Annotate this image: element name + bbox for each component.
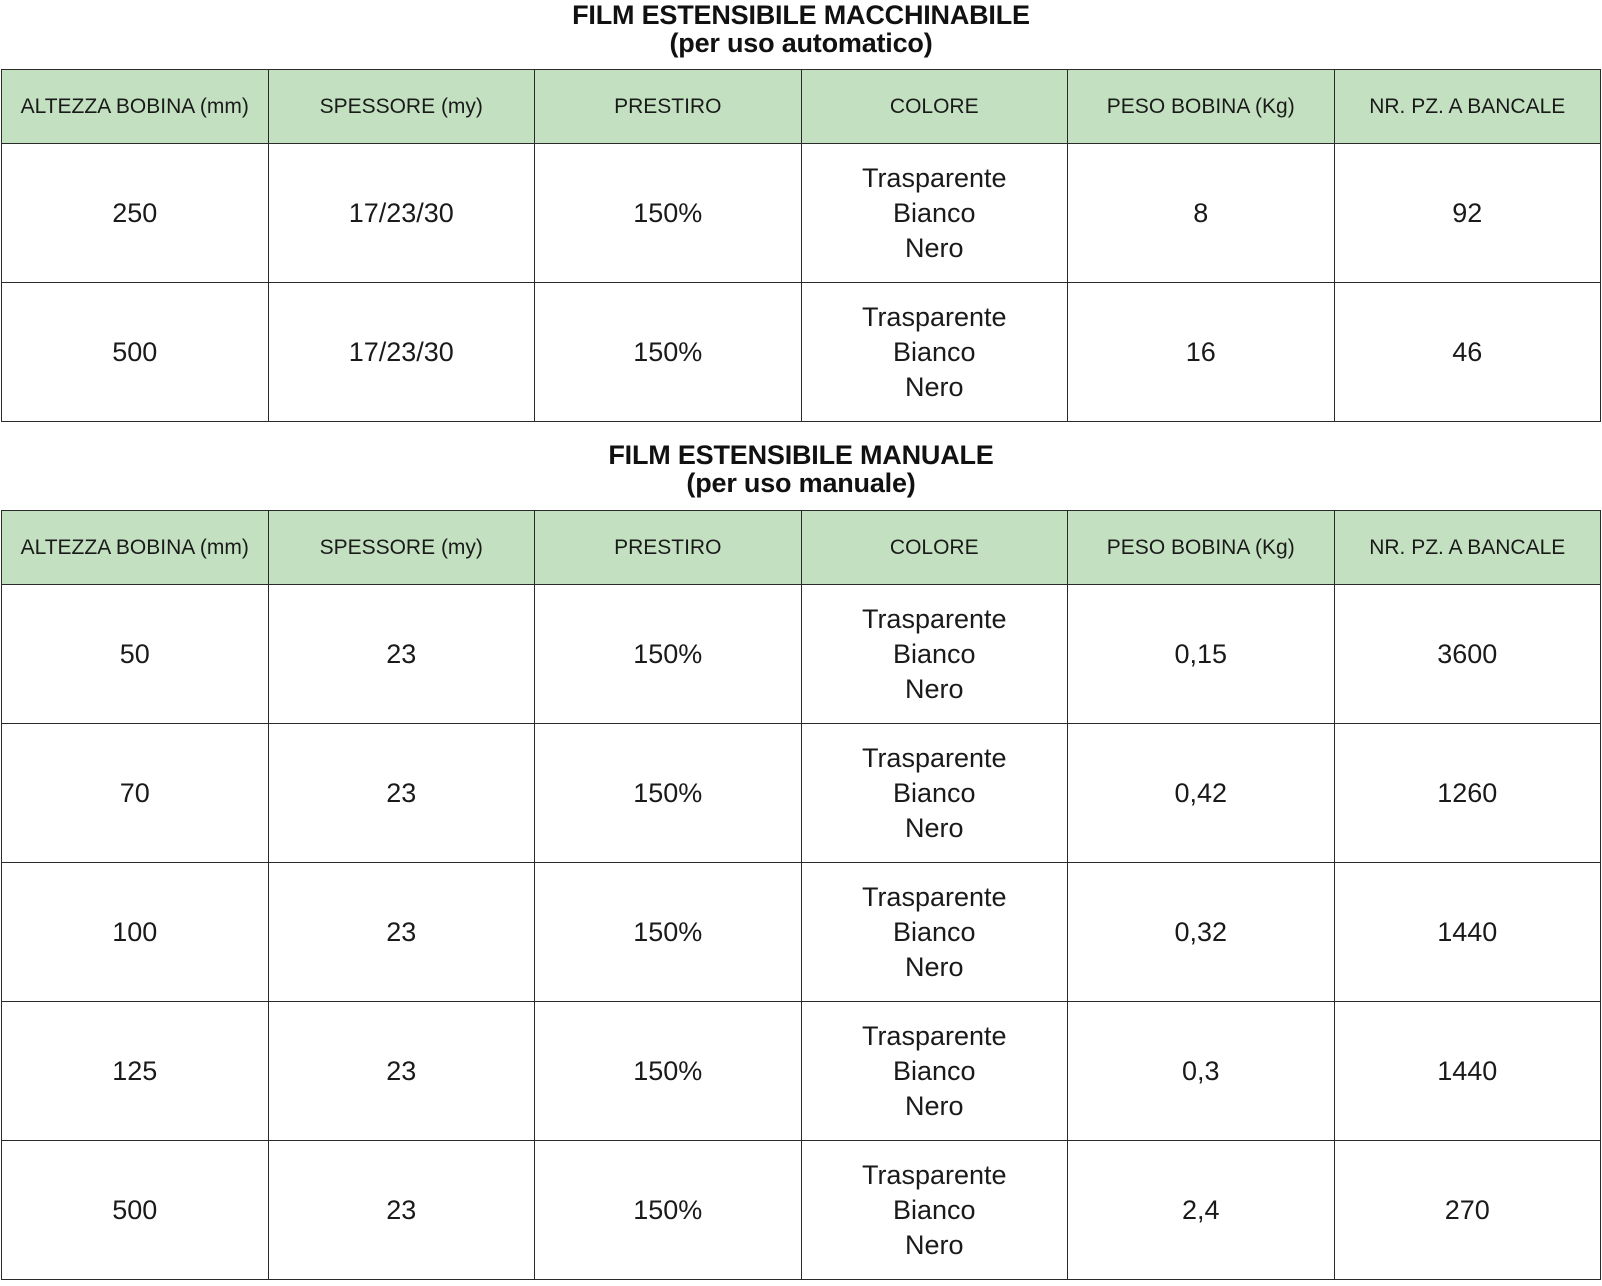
color-option: Trasparente (861, 742, 1007, 773)
column-header-prestiro: PRESTIRO (535, 511, 802, 585)
cell-spessore: 23 (268, 1002, 535, 1141)
column-header-altezza: ALTEZZA BOBINA (mm) (2, 511, 269, 585)
color-option: Bianco (892, 638, 976, 669)
section-subtitle: (per uso manuale) (686, 468, 916, 498)
cell-pezzi: 1440 (1334, 1002, 1601, 1141)
machine-film-table (1, 69, 1601, 422)
cell-altezza: 70 (2, 724, 269, 863)
column-header-spessore: SPESSORE (my) (268, 70, 535, 144)
color-option: Trasparente (861, 1159, 1007, 1190)
color-option: Nero (904, 1090, 964, 1121)
section-title: FILM ESTENSIBILE MANUALE (608, 440, 994, 470)
color-option: Trasparente (861, 301, 1007, 332)
cell-altezza: 500 (2, 283, 269, 422)
cell-colore (801, 144, 1068, 283)
color-option: Nero (904, 673, 964, 704)
color-option: Trasparente (861, 162, 1007, 193)
table-row (2, 144, 1601, 283)
color-option: Nero (904, 812, 964, 843)
color-option: Nero (904, 1229, 964, 1260)
cell-spessore: 17/23/30 (268, 144, 535, 283)
color-option: Bianco (892, 916, 976, 947)
section-heading-machine-film (0, 1, 1602, 57)
cell-pezzi: 1260 (1334, 724, 1601, 863)
color-option: Bianco (892, 336, 976, 367)
column-header-colore: COLORE (801, 70, 1068, 144)
cell-spessore: 23 (268, 585, 535, 724)
color-option: Bianco (892, 777, 976, 808)
color-option: Trasparente (861, 603, 1007, 634)
cell-prestiro: 150% (535, 1141, 802, 1280)
column-header-altezza: ALTEZZA BOBINA (mm) (2, 70, 269, 144)
color-option: Trasparente (861, 881, 1007, 912)
column-header-peso: PESO BOBINA (Kg) (1068, 70, 1335, 144)
column-header-prestiro: PRESTIRO (535, 70, 802, 144)
table-row (2, 724, 1601, 863)
column-header-colore: COLORE (801, 511, 1068, 585)
cell-peso: 0,3 (1068, 1002, 1335, 1141)
cell-prestiro: 150% (535, 283, 802, 422)
cell-prestiro: 150% (535, 1002, 802, 1141)
table-row (2, 1002, 1601, 1141)
cell-altezza: 125 (2, 1002, 269, 1141)
cell-peso: 0,32 (1068, 863, 1335, 1002)
cell-pezzi: 1440 (1334, 863, 1601, 1002)
cell-spessore: 17/23/30 (268, 283, 535, 422)
cell-peso: 8 (1068, 144, 1335, 283)
cell-peso: 2,4 (1068, 1141, 1335, 1280)
table-row (2, 585, 1601, 724)
cell-peso: 16 (1068, 283, 1335, 422)
cell-altezza: 50 (2, 585, 269, 724)
column-header-pezzi: NR. PZ. A BANCALE (1334, 511, 1601, 585)
cell-altezza: 500 (2, 1141, 269, 1280)
cell-prestiro: 150% (535, 144, 802, 283)
cell-peso: 0,15 (1068, 585, 1335, 724)
cell-colore (801, 283, 1068, 422)
column-header-peso: PESO BOBINA (Kg) (1068, 511, 1335, 585)
cell-colore (801, 585, 1068, 724)
color-option: Trasparente (861, 1020, 1007, 1051)
table-header-row (2, 70, 1601, 144)
color-option: Nero (904, 371, 964, 402)
color-option: Bianco (892, 1194, 976, 1225)
table-row (2, 283, 1601, 422)
manual-film-table (1, 510, 1601, 1280)
cell-spessore: 23 (268, 724, 535, 863)
cell-pezzi: 46 (1334, 283, 1601, 422)
section-subtitle: (per uso automatico) (669, 28, 933, 58)
cell-altezza: 100 (2, 863, 269, 1002)
cell-prestiro: 150% (535, 585, 802, 724)
color-option: Bianco (892, 197, 976, 228)
color-option: Bianco (892, 1055, 976, 1086)
cell-pezzi: 3600 (1334, 585, 1601, 724)
cell-peso: 0,42 (1068, 724, 1335, 863)
color-option: Nero (904, 951, 964, 982)
column-header-pezzi: NR. PZ. A BANCALE (1334, 70, 1601, 144)
table-row (2, 1141, 1601, 1280)
column-header-spessore: SPESSORE (my) (268, 511, 535, 585)
cell-prestiro: 150% (535, 863, 802, 1002)
cell-pezzi: 270 (1334, 1141, 1601, 1280)
color-option: Nero (904, 232, 964, 263)
cell-colore (801, 1002, 1068, 1141)
cell-spessore: 23 (268, 863, 535, 1002)
table-header-row (2, 511, 1601, 585)
cell-spessore: 23 (268, 1141, 535, 1280)
cell-colore (801, 863, 1068, 1002)
cell-colore (801, 1141, 1068, 1280)
cell-altezza: 250 (2, 144, 269, 283)
section-heading-manual-film (0, 441, 1602, 497)
table-row (2, 863, 1601, 1002)
cell-colore (801, 724, 1068, 863)
section-title: FILM ESTENSIBILE MACCHINABILE (572, 0, 1030, 30)
cell-pezzi: 92 (1334, 144, 1601, 283)
cell-prestiro: 150% (535, 724, 802, 863)
